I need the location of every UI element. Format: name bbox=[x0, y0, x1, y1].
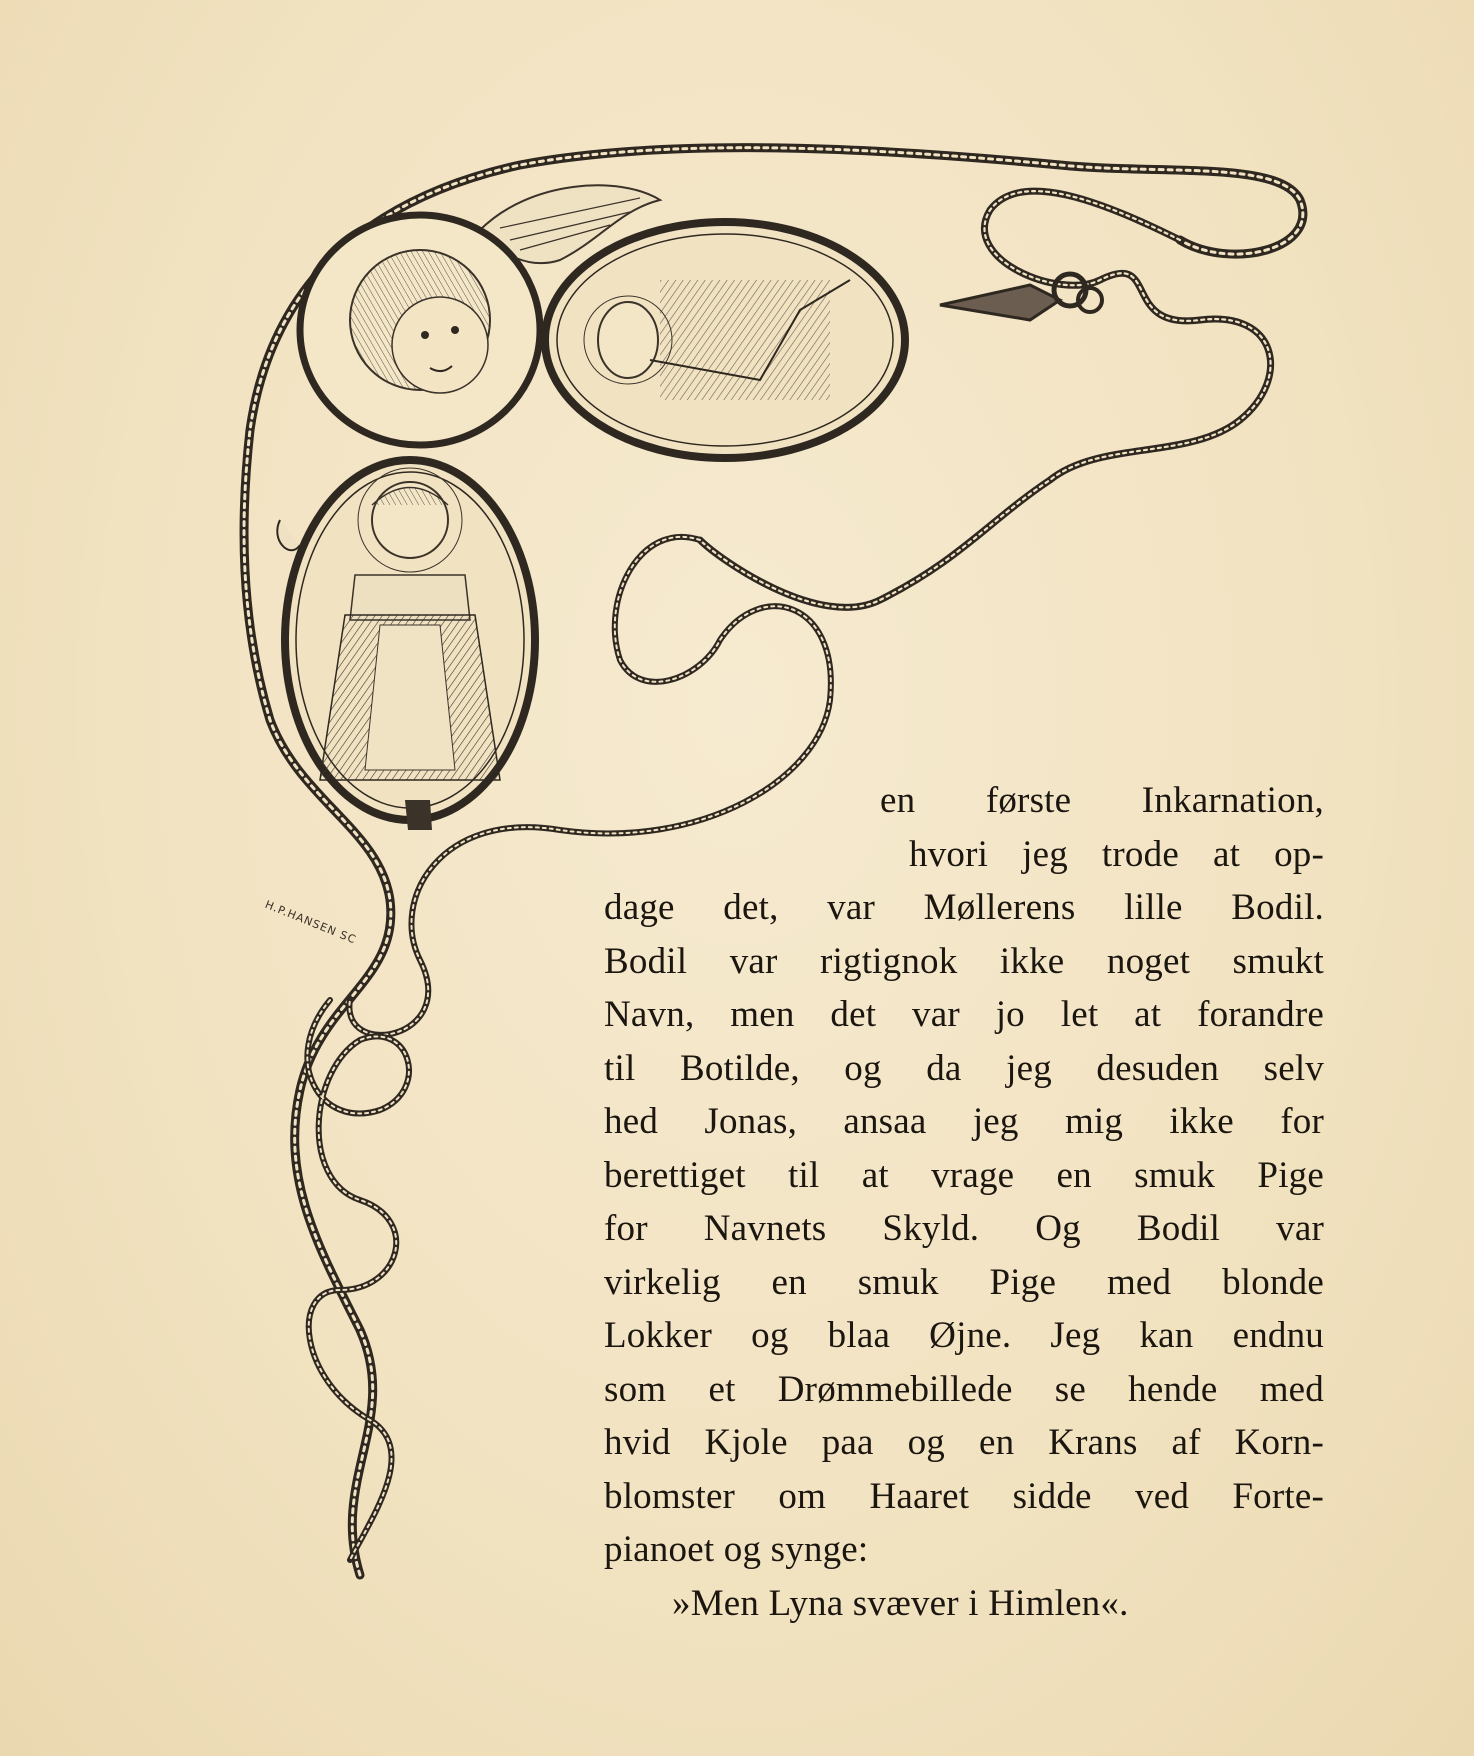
text-line: hed Jonas, ansaa jeg mig ikke for bbox=[604, 1101, 1324, 1142]
text-line: for Navnets Skyld. Og Bodil var bbox=[604, 1208, 1324, 1249]
text-line: berettiget til at vrage en smuk Pige bbox=[604, 1154, 1324, 1196]
text-line: en første Inkarnation, bbox=[880, 780, 1324, 821]
engraver-signature: H.P.HANSEN SC bbox=[263, 898, 359, 947]
text-line: virkelig en smuk Pige med blonde bbox=[604, 1261, 1324, 1303]
body-text bbox=[604, 774, 1324, 1630]
clasp bbox=[940, 274, 1102, 320]
text-line: pianoet og synge: bbox=[604, 1529, 869, 1570]
text-line: hvori jeg trode at op- bbox=[909, 833, 1324, 875]
text-line: dage det, var Møllerens lille Bodil. bbox=[604, 887, 1324, 928]
cherub-illustration bbox=[300, 215, 540, 445]
text-line: Navn, men det var jo let at forandre bbox=[604, 994, 1324, 1035]
portrait-girl-oval bbox=[277, 460, 535, 830]
text-line: som et Drømmebillede se hende med bbox=[604, 1368, 1324, 1410]
text-line: hvid Kjole paa og en Krans af Korn- bbox=[604, 1422, 1324, 1463]
quote-line: »Men Lyna svæver i Himlen«. bbox=[672, 1582, 1129, 1624]
text-line: til Botilde, og da jeg desuden selv bbox=[604, 1047, 1324, 1089]
portrait-woman-oval bbox=[545, 222, 905, 458]
text-line: Lokker og blaa Øjne. Jeg kan endnu bbox=[604, 1315, 1324, 1356]
text-line: Bodil var rigtignok ikke noget smukt bbox=[604, 940, 1324, 982]
text-line: blomster om Haaret sidde ved Forte- bbox=[604, 1475, 1324, 1517]
